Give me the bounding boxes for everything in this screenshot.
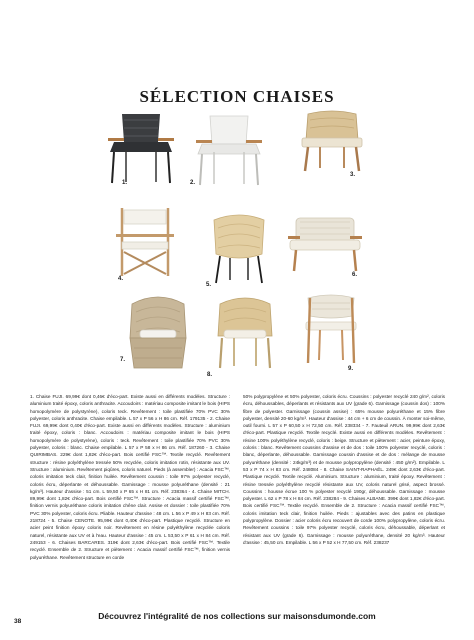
chair-albane-image bbox=[300, 294, 362, 364]
chair-fuji-blanc-image bbox=[196, 114, 262, 186]
description-column-left bbox=[30, 393, 230, 561]
label-7: 7. bbox=[120, 357, 126, 363]
label-1: 1. bbox=[122, 180, 128, 186]
label-2: 2. bbox=[190, 180, 196, 186]
chair-fuji-anthracite-image bbox=[106, 112, 176, 184]
label-4: 4. bbox=[118, 276, 124, 282]
description-text-left: 1. Chaise FUJI. 69,99€ dont 0,46€ d'éco-part. Existe aussi en différents modèles. Structure : aluminium traité époxy, coloris anthracite. Accoudoirs : matériau composite imitant le bois (HIPS homopolymère de polystyrène), coloris teck. Revêtement : toile plastifiée 70% PVC 30% polyester, coloris anthracite. Chaise empilable. L 57 x P 56 x H 86 cm. Réf. 179135 - 2. Chaise FUJI. 69,99€ dont 0,40€ d'éco-part. Existe aussi en différents modèles. Structure : aluminium traité époxy, coloris : blanc. Accoudoirs : matériau composite imitant le bois (HIPS homopolymère de polystyrène), coloris : teck. Revêtement : toile plastifiée 70% PVC 30% polyester, coloris : blanc. Chaise empilable. L 57 x P 58 x H 86 cm. Réf. 187260 - 3. Chaise QUIRIMBAS. 229€ dont 1,82€ d'éco-part. Bois certifié FSC™. Textile recyclé. Revêtement structure : résine polyéthylène tressée 50% recyclée, coloris imitation rotin, résistante aux UV. Structure : aluminium. Revêtement piqûres, coloris naturel. Pieds (à assembler) : Acacia FSC™, coloris imitation teck clair, finition huilée. Revêtement coussin : toile 97% polyester recyclé, coloris écru, déperlante et déhoussable. Garnissage : mousse polyuréthane (densité : 21 kg/m³). Hauteur d'assise : 51 cm. L 59,50 x P 65 x H 81 cm. Réf. 238364 - 4. Chaise MITCH. 89,99€ dont 1,82€ d'éco-part. Bois certifié FSC™. Structure : Acacia massif certifié FSC™, finition vernis polyuréthane coloris imitation chêne clair. Assise et dossier : toile plastifiée 70% PVC 30% polyester, coloris écru. Pliable. Hauteur d'assise : 48 cm. L 56 x P 49 x H 83 cm. Réf. 218724 - 5. Chaise CENOTE. 95,99€ dont 0,40€ d'éco-part. Plastique recyclé. Structure en acier peint finition époxy coloris noir. Revêtement en résine polyéthylène recyclée coloris naturel, résistante aux UV et à l'eau. Hauteur d'assise : 45 cm. L 53,50 x P 61 x H 84 cm. Réf. 249153 - 6. Chaises BARCARES. 319€ dont 2,63€ d'éco-part. Bois certifié FSC™. Textile recyclé. Ensemble de 2. Structure et piètement : Acacia massif certifié FSC™, finition vernis polyuréthane. Revêtement structure en corde bbox=[30, 394, 230, 560]
chair-saint-raphael-image bbox=[210, 296, 280, 370]
label-5: 5. bbox=[206, 282, 212, 288]
chair-quirimbas-image bbox=[298, 110, 366, 172]
chair-arun-image bbox=[124, 294, 192, 370]
label-8: 8. bbox=[207, 372, 213, 378]
label-9: 9. bbox=[348, 366, 354, 372]
chair-barcares-image bbox=[288, 214, 362, 272]
chair-mitch-image bbox=[112, 208, 178, 278]
description-text-right: 50% polypropylène et 50% polyester, coloris écru. Coussins : polyester recyclé 240 g/m², coloris écru, déhoussables, déperlants et résistants aux UV (grade 6). Garnissage (coussin dos) : 100% fibre de polyester. Garnissage (coussin assise) : 65% mousse polyuréthane et 15% fibre polyester, densité 20-60 kg/m³. Hauteur d'assise : 44 cm + 6 cm de coussin. À monter soi-même, outil fourni. L 57 x P 60,50 x H 72,50 cm. Réf. 238334 - 7. Fauteuil ARUN. 99,99€ dont 2,63€ d'éco-part. Plastique recyclé. Textile recyclé. Existe aussi en différents modèles. Revêtement : résine 100% polyéthylène recyclé, coloris : beige. Structure et piètement : acier, peinture époxy, coloris : blanc. Revêtement coussins d'assise et de dos : toile 100% polyester recyclé, coloris : blanc, déperlante, déhoussable. Garnissage coussin d'assise et de dos : mélange de mousse polyuréthane (densité : 24kg/m³) et de mousse polypropylène (densité : 450 g/m²). Empilable. L 53 x P 74 x H 83 cm. Réf. 248084 - 8. Chaise SAINT-RAPHAËL. 249€ dont 2,63€ d'éco-part. Plastique recyclé. Textile recyclé. Aluminium. Structure : aluminium, traité époxy. Revêtement : résine tressée polyéthylène recyclé résistante aux UV, coloris naturel grisé, aspect brossé. Coussins : housse écrue 100 % polyester recyclé 190gr, déhoussable. Garnissage : mousse polyester. L 62 x P 78 x H 84 cm. Réf. 238284 - 9. Chaises ALBANE. 399€ dont 1,82€ d'éco-part. Bois certifié FSC™. Textile recyclé. Ensemble de 2. Structure : Acacia massif certifié FSC™, coloris imitation teck clair, finition huilée. Pieds : ajustables avec des patins en plastique polypropylène. Dossier : acier coloris écru recouvert de corde 100% polypropylène, coloris écru. Revêtement coussins : toile 97% polyester recyclé, coloris écru, déhoussable, déperlant et résistant aux UV (grade 6). Garnissage : mousse polyuréthane, densité 20 kg/m³. Hauteur d'assise : 45,50 cm. Empilable. L 56 x P 52 x H 77,50 cm. Réf. 238237 bbox=[243, 394, 445, 545]
page-number: 38 bbox=[14, 618, 22, 625]
label-3: 3. bbox=[350, 172, 356, 178]
page-title: SÉLECTION CHAISES bbox=[139, 87, 335, 106]
description-column-right bbox=[243, 393, 445, 546]
footer-tagline: Découvrez l'intégralité de nos collections sur maisonsdumonde.com bbox=[98, 611, 376, 621]
chair-cenote-image bbox=[208, 214, 270, 284]
label-6: 6. bbox=[352, 272, 358, 278]
